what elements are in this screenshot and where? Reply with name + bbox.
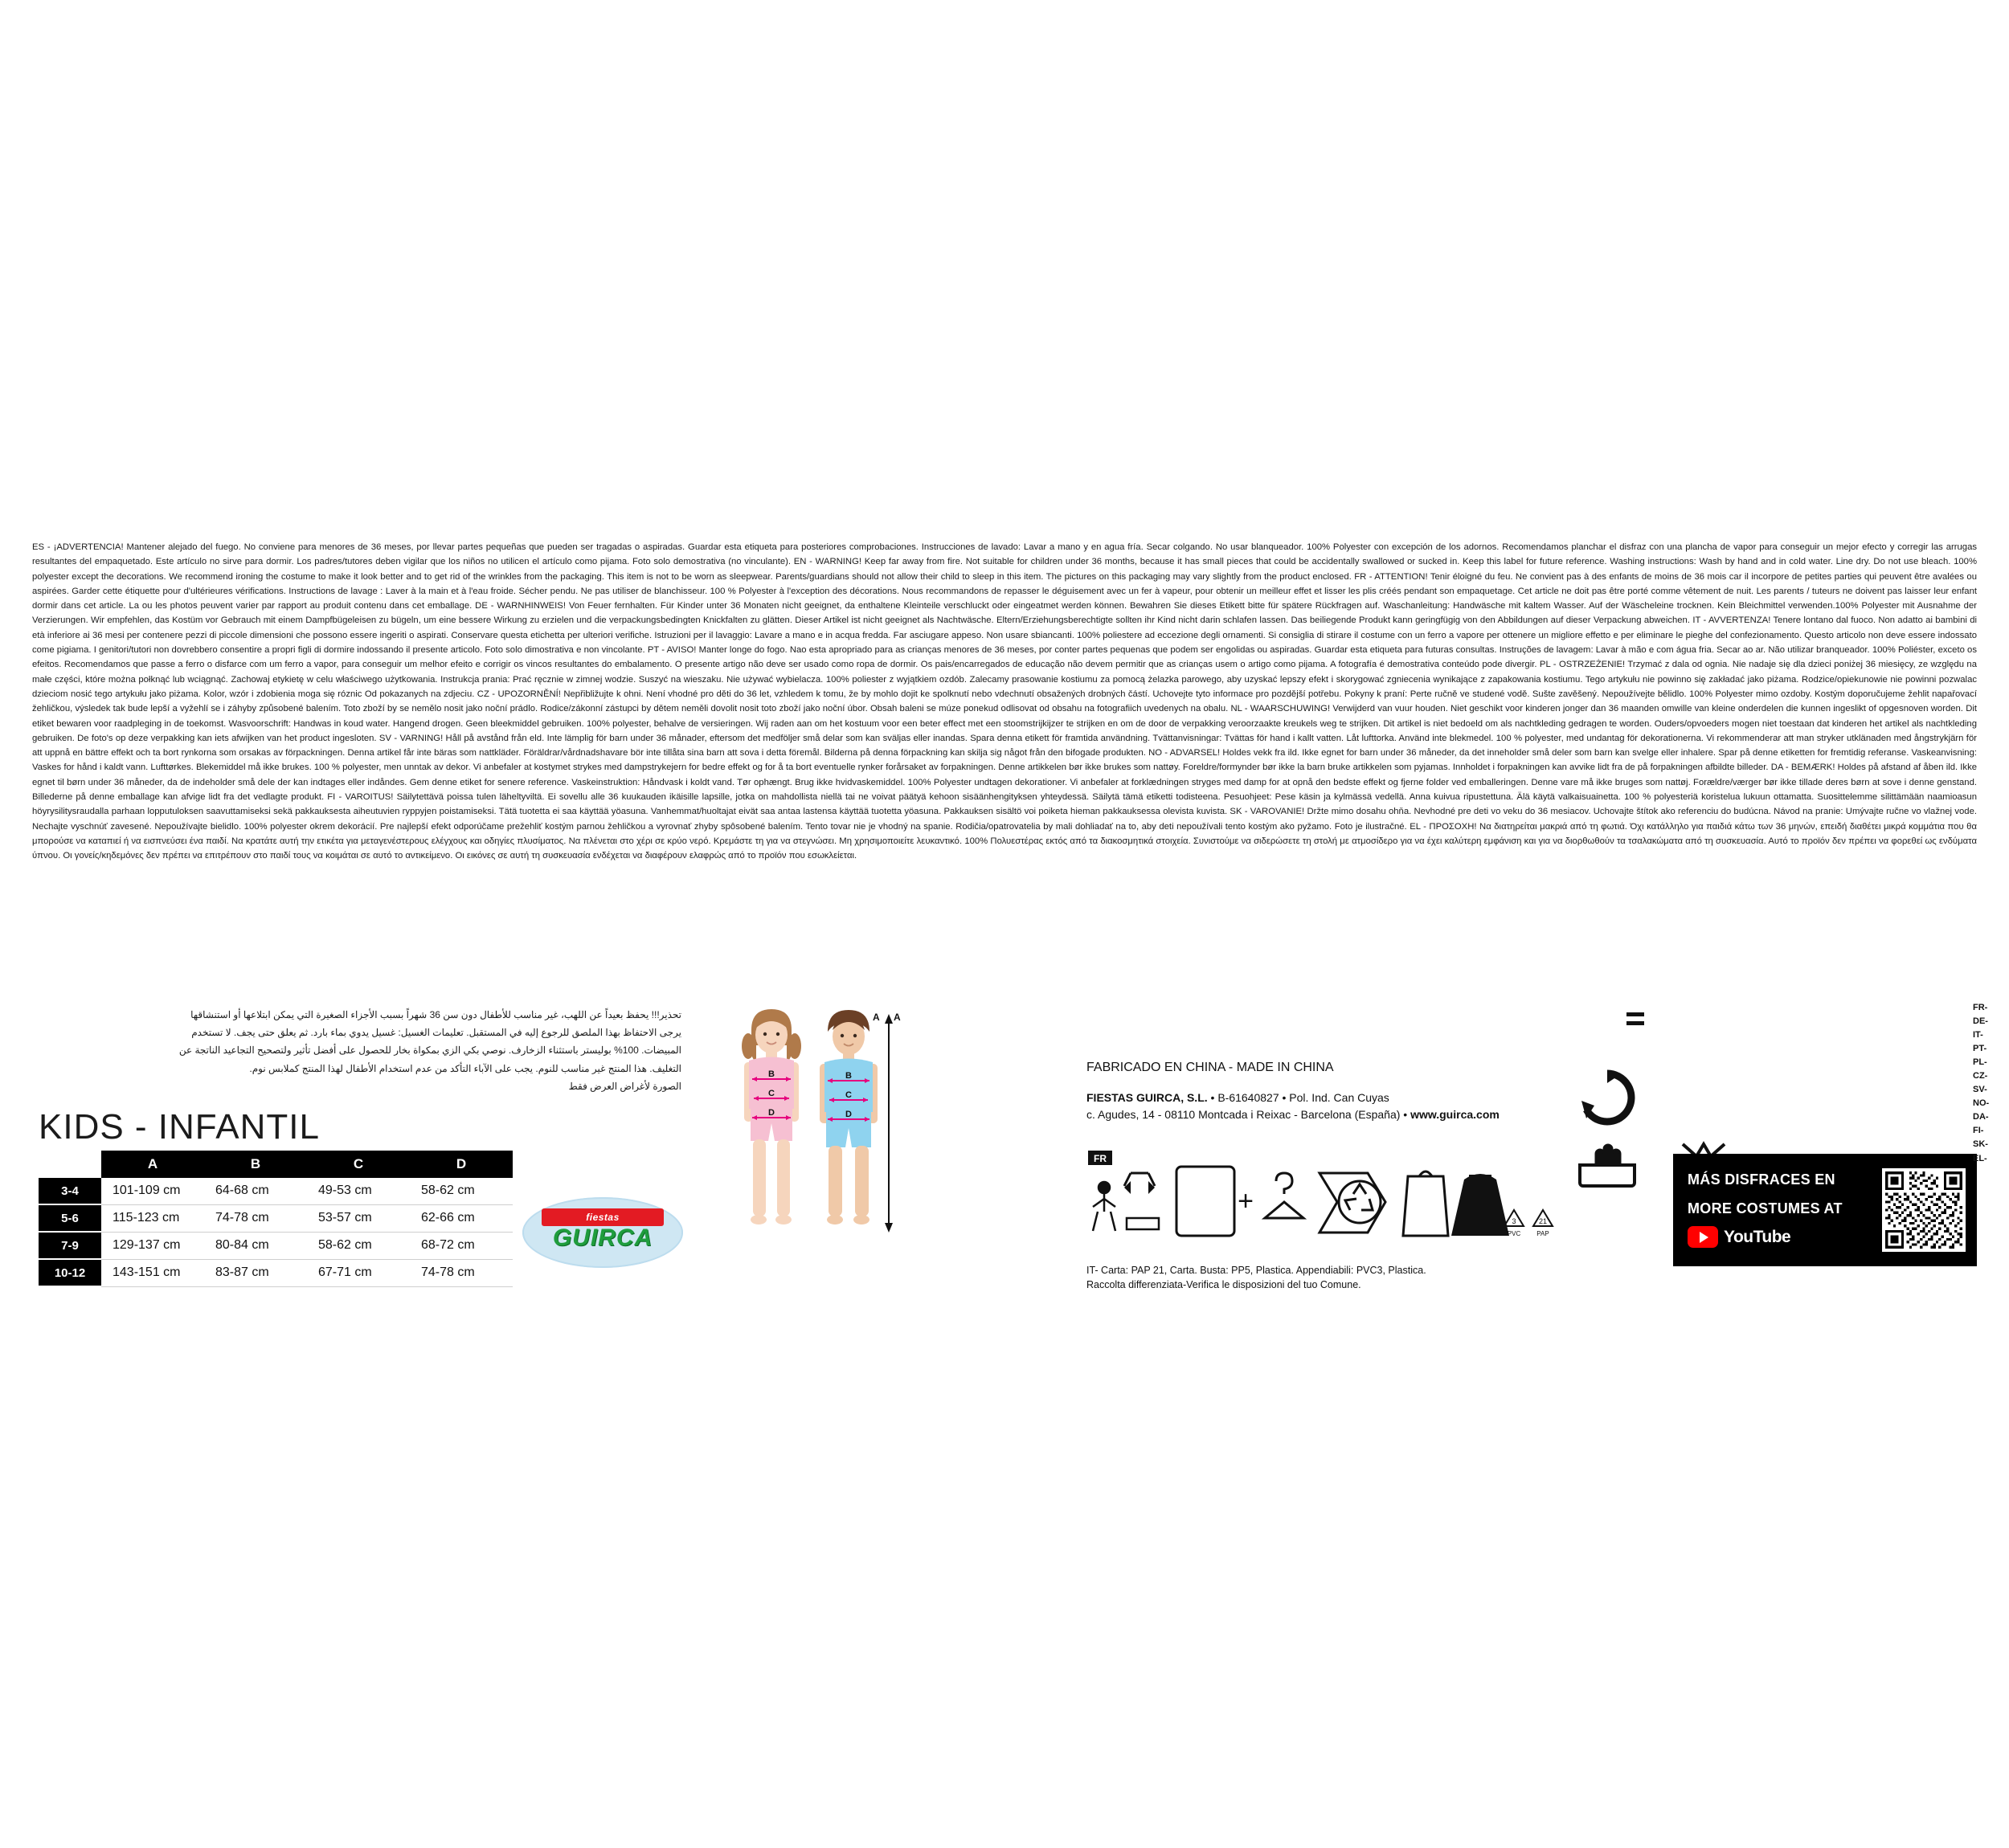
recycle-arrows-icon: [1575, 1069, 1639, 1132]
cell-d: 74-78 cm: [410, 1259, 513, 1286]
triman-icon: [1093, 1173, 1159, 1231]
lang-code-pt: PT-: [1973, 1044, 1987, 1054]
cell-a: 143-151 cm: [101, 1259, 204, 1286]
column-header-c: C: [307, 1151, 410, 1178]
manufacturer-info: [1086, 1061, 1536, 1121]
company-address-line: [1086, 1108, 1536, 1121]
company-website: www.guirca.com: [1410, 1108, 1500, 1121]
packaging-recycling-pictograms: [1086, 1149, 1569, 1257]
arabic-line-5: الصورة لأغراض العرض فقط: [568, 1080, 681, 1092]
svg-text:21: 21: [1538, 1217, 1548, 1225]
lang-code-de: DE-: [1973, 1016, 1988, 1027]
age-label: 7-9: [39, 1232, 101, 1259]
youtube-label: YouTube: [1724, 1227, 1791, 1246]
ce-icon: [1575, 996, 1647, 1041]
qr-code[interactable]: [1882, 1168, 1966, 1252]
cell-b: 80-84 cm: [204, 1232, 307, 1259]
lang-code-sv: SV-: [1973, 1085, 1987, 1095]
arabic-line-2: يرجى الاحتفاظ بهذا الملصق للرجوع إليه في المستقبل. تعليمات الغسيل: غسيل يدوي بماء بارد. ثم يعلق حتى يجف. لا تستخدم: [191, 1027, 681, 1039]
packaging-note-line-2: Raccolta differenziata-Verifica le disposizioni del tuo Comune.: [1086, 1279, 1361, 1291]
hand-wash-icon: [1575, 1141, 1639, 1193]
promo-line-2: MORE COSTUMES AT: [1688, 1200, 1843, 1216]
logo-ribbon: [542, 1208, 664, 1226]
age-label: 5-6: [39, 1204, 101, 1232]
girl-label-c: C: [768, 1089, 775, 1098]
recycling-bin-icon: [1339, 1181, 1381, 1223]
cell-a: 115-123 cm: [101, 1204, 204, 1232]
company-address: c. Agudes, 14 - 08110 Montcada i Reixac - Barcelona (España) •: [1086, 1108, 1411, 1121]
girl-label-d: D: [768, 1108, 775, 1118]
arabic-line-1: تحذير!!! يحفظ بعيداً عن اللهب، غير مناسب للأطفال دون سن 36 شهراً بسبب الأجزاء الصغيرة التي يمكن ابتلاعها أو استنشاقها: [190, 1009, 681, 1020]
boy-figure: [820, 1010, 878, 1225]
cell-c: 67-71 cm: [307, 1259, 410, 1286]
lang-code-el: EL-: [1973, 1153, 1987, 1163]
cell-d: 62-66 cm: [410, 1204, 513, 1232]
packaging-note-line-1: IT- Carta: PAP 21, Carta. Busta: PP5, Plastica. Appendiabili: PVC3, Plastica.: [1086, 1265, 1426, 1276]
hand-wash-svg: [1575, 1141, 1639, 1189]
youtube-icon: [1688, 1226, 1718, 1248]
column-header-d: D: [410, 1151, 513, 1178]
boy-label-b: B: [845, 1071, 852, 1081]
packaging-note: [1086, 1263, 1536, 1292]
logo-wordmark: GUIRCA: [552, 1225, 653, 1251]
arabic-line-3: المبيضات. 100% بوليستر باستثناء الزخارف. نوصي بكي الزي بمكواة بخار للحصول على أفضل تأثير ولتصحيح التجاعيد الناتجة عن: [178, 1045, 681, 1057]
cell-b: 64-68 cm: [204, 1178, 307, 1204]
lang-code-da: DA-: [1973, 1112, 1989, 1122]
table-header-row: [39, 1151, 513, 1178]
qr-code-svg: [1885, 1171, 1962, 1249]
table-row: [39, 1232, 513, 1259]
column-header-a: A: [101, 1151, 204, 1178]
cell-d: 58-62 cm: [410, 1178, 513, 1204]
lang-code-fr: FR-: [1973, 1003, 1988, 1012]
label-a-boy: A: [894, 1012, 901, 1023]
measurement-figures: [707, 996, 980, 1318]
cell-d: 68-72 cm: [410, 1232, 513, 1259]
made-in-china-text: FABRICADO EN CHINA - MADE IN CHINA: [1086, 1061, 1334, 1074]
language-code-list: [1973, 1001, 1989, 1166]
logo-ribbon-text: fiestas: [586, 1212, 620, 1223]
cell-c: 53-57 cm: [307, 1204, 410, 1232]
plus-sign: +: [1238, 1186, 1254, 1216]
table-row: [39, 1259, 513, 1286]
cell-a: 101-109 cm: [101, 1178, 204, 1204]
multilingual-warning-text: ES - ¡ADVERTENCIA! Mantener alejado del fuego. No conviene para menores de 36 meses, por llevar partes pequeñas que pueden ser tragadas o aspiradas. Guardar esta etiqueta para posteriores comprobaciones. Instrucciones de lavado: Lavar a mano y en agua fría. Secar colgando. No usar blanqueador. 100% Polyester con excepción de los adornos. Recomendamos planchar el disfraz con una plancha de vapor para conseguir un mejor efecto y corregir las arrugas resultantes del empaquetado. Este artículo no sirve para dormir. Los padres/tutores deben vigilar que los niños no utilicen el artículo como pijama. Foto solo demostrativa (no vinculante). EN - WARNING! Keep far away from fire. Not suitable for children under 36 months, because it has small pieces that could be accidentally swallowed or sucked in. Keep this label for future reference. Washing instructions: Wash by hand and in cold water. Line dry. Do not use bleach. 100% polyester except the decorations. We recommend ironing the costume to make it look better and to get rid of the wrinkles from the packaging. This item is not to be worn as sleepwear. Parents/guardians should not allow their child to sleep in this item. The pictures on this packaging may vary slightly from the product enclosed. FR - ATTENTION! Tenir éloigné du feu. Ne convient pas à des enfants de moins de 36 mois car il incorpore de petites parties qui peuvent être avalées ou aspirées. Garder cette étiquette pour d'ultérieures vérifications. Instructions de lavage : Laver à la main et à l'eau froide. Sécher pendu. Ne pas utiliser de blanchisseur. 100 % Polyester à l'exception des décorations. Nous recommandons de repasser le déguisement avec un fer à vapeur, pour obtenir un meilleur effet et lisser les plis créés pendant son empaquetage. Cet article ne doit pas être porté comme vêtement de nuit. Les parents / tuteurs ne doivent pas laisser leur enfant dormir dans cet article. La ou les photos peuvent varier par rapport au produit contenu dans cet emballage. DE - WARNHINWEIS! Von Feuer fernhalten. Für Kinder unter 36 Monaten nicht geeignet, da enthaltene Kleinteile verschluckt oder eingeatmet werden können. Bewahren Sie dieses Etikett bitte für spätere Rückfragen auf. Waschanleitung: Handwäsche mit kaltem Wasser. Auf der Wäscheleine trocknen. Kein Bleichmittel verwenden.100% Polyester mit Ausnahme der Verzierungen. Wir empfehlen, das Kostüm vor Gebrauch mit einem Dampfbügeleisen zu bügeln, um eine bessere Wirkung zu erzielen und die verpackungsbedingten Knickfalten zu glätten. Dieser Artikel ist nicht geeignet als Nachtwäsche. Eltern/Erziehungsberechtigte sollten ihr Kind nicht darin schlafen lassen. Das beiliegende Produkt kann geringfügig von den Abbildungen auf dieser Verpackung abweichen. IT - AVVERTENZA! Tenere lontano dal fuoco. Non adatto ai bambini di età inferiore ai 36 mesi per contenere pezzi di piccole dimensioni che possono essere ingeriti o aspirati. Conservare questa etichetta per ulteriori verifiche. Istruzioni per il lavaggio: Lavare a mano e in acqua fredda. Far asciugare appeso. Non usare sbiancanti. 100% poliestere ad eccezione degli ornamenti. Si consiglia di stirare il costume con un ferro a vapore per ottenere un migliore effetto e per eliminare le pieghe del confezionamento. Questo articolo non deve essere indossato come pigiama. I genitori/tutori non dovrebbero consentire a propri figli di dormire indossando il presente articolo. Foto solo dimostrativa e non vincolante. PT - AVISO! Manter longe do fogo. Nao esta apropriado para as crianças menores de 36 meses, por conter partes pequenas que podem ser engolidas ou aspiradas. Guardar esta etiqueta para futuras consultas. Instruções de lavagem: Lavar à mão e com água fria. Secar ao ar. Não utilizar branqueador. 100% Poliéster, exceto os efeitos. Recomendamos que passe a ferro o disfarce com um ferro a vapor, para conseguir um melhor efeito e corrigir os vincos resultantes do embalamento. O presente artigo não deve ser usado como ropa de dormir. Os pais/encarregados de educação não devem permitir que as crianças usem o artigo como pijama. A fotografía é demostrativa conteúdo pode divergir. PL - OSTRZEŻENIE! Trzymać z dala od ognia. Nie nadaje się dla dzieci poniżej 36 miesięcy, ze względu na małe części, które można połknąć lub wciągnąć. Zachowaj etykietę w celu właściwego użytkowania. Instrukcja prania: Prać ręcznie w zimnej wodzie. Suszyć na wieszaku. Nie używać wybielacza. 100% poliester z wyjątkiem ozdób. Zalecamy prasowanie kostiumu za pomocą żelazka parowego, aby uzyskać lepszy efekt i skorygować zgniecenia wynikające z zapakowania kostiumu. Tego artykułu nie powinno się zakładać jako piżama. Rodzice/opiekunowie nie powinni pozwalac dzieciom nosić tego artykułu jako piżama. Kolor, wzór i zdobienia moga się róznic Od pokazanych na zdjeciu. CZ - UPOZORNĚNÍ! Nepřibližujte k ohni. Není vhodné pro děti do 36 let, vzhledem k tomu, že by mohlo dojit ke spolknutí nebo vdechnutí obsažených drobných částí. Uchovejte tyto informace pro pozdější potřebu. Pokyny k praní: Perte ručně ve studené vodě. Sušte zavěšený. Nepoužívejte bělidlo. 100% Polyester mimo ozdoby. Kostým doporučujeme žehlit napařovací žehličkou, výsledek tak bude lepší a vyžehlí se i záhyby způsobené balením. Toto zboží by se nemělo nosit jako noční prádlo. Rodice/zákonní zástupci by dětem neměli dovolit nosit toto zboží jako noční úbor. Obsah baleni se múze ponekud odlisovat od obsahu na fotografiich uvedenych na obalu. NL - WAARSCHUWING! Verwijderd van vuur houden. Niet geschikt voor kinderen jonger dan 36 maanden omwille van kleine onderdelen die kunnen ingeslikt of opgesnoven worden. Dit etiket bewaren voor raadpleging in de toekomst. Wasvoorschrift: Handwas in koud water. Hangend drogen. Geen bleekmiddel gebruiken. 100% polyester, behalve de versieringen. Wij raden aan om het kostuum voor een beter effect met een stoomstrijkijzer te strijken en om de door de verpakking veroorzaakte kreukels weg te strijken. Dit artikel is niet bedoeld om als nachtkleding gedragen te worden. Ouders/opvoeders mogen niet toestaan dat kinderen het artikel als nachtkleding gebruiken. De foto's op deze verpakking kan iets afwijken van het product ingesloten. SV - VARNING! Håll på avstånd från eld. Inte lämplig för barn under 36 månader, eftersom det medföljer små delar som kan sväljas eller inandas. Spara denna etikett för framtida användning. Tvättanvisningar: Tvättas för hand i kallt vatten. Låt lufttorka. Använd inte blekmedel. 100 % polyester, med undantag för dekorationerna. Vi rekommenderar att man stryker utklänaden med ångstrykjärn för att uppnå en bättre effekt och ta bort rynkorna som orsakas av förpackningen. Denna artikel får inte bäras som nattkläder. Föräldrar/vårdnadshavare bör inte tillåta sina barn att sova i detta föremål. Bilderna på denna förpackning kan skilja sig något från den bifogade produkten. NO - ADVARSEL! Holdes vekk fra ild. Ikke egnet for barn under 36 måneder, da det inneholder små deler som barn kan svelge eller inhalere. Spar på denne etiketten for fremtidig referanse. Vaskeanvisning: Vaskes for hånd i kaldt vann. Lufttørkes. Blekemiddel må ikke brukes. 100 % polyester, men unntak av dekor. Vi anbefaler at kostymet strykes med dampstrykejern for bedre effekt og for å ta bort eventuelle rynker forårsaket av forpakningen. Denne artikkelen bør ikke brukes som nattøy. Foreldre/formynder bør ikke la barn bruke artikkelen som pyjamas. Innholdet i forpakningen kan avvike lidt fra de på forpakningen afbildte billeder. DA - BEMÆRK! Holdes på afstand af åben ild. Ikke egnet til børn under 36 måneder, da de indeholder små dele der kan indtages eller indåndes. Gem denne etiket for senere reference. Vaskeinstruktion: Håndvask i koldt vand. Tør ophængt. Brug ikke hvidvaskemiddel. 100% Polyester undtagen dekorationer. Vi anbefaler at forklædningen stryges med damp for at opnå den bedste effekt og fjerne folder ved emballeringen. Denne vare må ikke bruges som nattøj. Forældre/værger bør ikke tillade deres børn at sove i denne genstand. Billederne på denne emballage kan afvige lidt fra det vedlagte produkt. FI - VAROITUS! Säilytettävä poissa tulen läheltyviltä. Ei sovellu alle 36 kuukauden ikäisille lapsille, jotka on mahdollista niellä tai ne voivat päätyä kehoon sisäänhengityksen yhteydessä. Säilytä tämä etiketti todisteena. Pesuohjeet: Pese käsin ja kylmässä vedellä. Anna kuivua ripustettuna. Älä käytä valkaisuainetta. 100 % polyesteriä koristelua lukuun ottamatta. Suosittelemme silittämään naamioasun höyrysilitysraudalla parhaan lopputuloksen saavuttamiseksi sekä pakkauksesta aiheutuvien ryppyjen poistamiseksi. Tätä tuotetta ei saa käyttää yöasuna. Vanhemmat/huoltajat eivät saa antaa lastensa käyttää tuotetta yöasuna. Pakkauksen sisältö voi poiketa hieman pakkauksessa olevista kuvista. SK - VAROVANIE! Držte mimo dosahu ohňa. Nevhodné pre deti vo veku do 36 mesiacov. Uchovajte štítok ako referenciu do budúcna. Návod na pranie: Umývajte ručne vo vlažnej vode. Nechajte vyschnúť zavesené. Nepoužívajte bielidlo. 100% polyester okrem dekorácií. Pre najlepší efekt odporúčame prežehliť kostým parnou žehličkou a vyrovnať zhyby spôsobené balením. Tento tovar nie je vhodný na spanie. Rodičia/opatrovatelia by mali dohliadať na to, aby deti nepoužívali tento kostým ako pyžamo. Foto je ilustračné. EL - ΠΡΟΣΟΧΗ! Να διατηρείται μακριά από τη φωτιά. Όχι κατάλληλο για παιδιά κάτω των 36 μηνών, επειδή διαθέτει μικρά κομμάτια που θα μπορούσε να καταπιεί ή να εισπνεύσει ένα παιδί. Να κρατάτε αυτή την ετικέτα για μεταγενέστερους ελέγχους και οδηγίες πλυσίματος. Να πλένεται στο χέρι σε κρύο νερό. Κρεμάστε τη για να στεγνώσει. Μη χρησιμοποιείτε λευκαντικό. 100% Πολυεστέρας εκτός από τα διακοσμητικά στοιχεία. Συνιστούμε να σιδερώσετε τη στολή με ατμοσίδερο για να έχει καλύτερη εμφάνιση και για να διορθωθούν τα τσαλακώματα από τη συσκευασία. Αυτό το προϊόν δεν πρέπει να φορεθεί ως ενδύματα ύπνου. Οι γονείς/κηδεμόνες δεν πρέπει να επιτρέπουν στο παιδί τους να κοιμάται σε αυτό το αντικείμενο. Οι εικόνες σε αυτή τη συσκευασία ενδέχεται να διαφέρουν ελαφρώς από το προϊόν που εσωκλείεται.: [32, 542, 1977, 861]
box-icon: [1176, 1167, 1234, 1236]
size-chart-table: [39, 1151, 513, 1287]
recycle-icon-svg: [1575, 1069, 1639, 1128]
youtube-link[interactable]: [1688, 1226, 1790, 1248]
age-label: 10-12: [39, 1259, 101, 1286]
svg-text:3: 3: [1512, 1217, 1516, 1225]
girl-label-b: B: [768, 1069, 775, 1079]
svg-text:PAP: PAP: [1536, 1230, 1549, 1237]
table-row: [39, 1178, 513, 1204]
fr-tag-label: FR: [1094, 1153, 1107, 1164]
company-line: [1086, 1091, 1536, 1104]
cell-b: 74-78 cm: [204, 1204, 307, 1232]
promo-banner[interactable]: [1673, 1154, 1977, 1266]
guirca-logo: [522, 1197, 683, 1268]
promo-line-1: MÁS DISFRACES EN: [1688, 1171, 1835, 1188]
age-label: 3-4: [39, 1178, 101, 1204]
ce-mark: [1575, 996, 1647, 1041]
lang-code-sk: SK-: [1973, 1139, 1988, 1150]
lang-code-no: NO-: [1973, 1098, 1990, 1109]
figures-svg: [707, 996, 980, 1318]
hanger-icon: [1265, 1173, 1303, 1218]
lang-code-cz: CZ-: [1973, 1071, 1988, 1081]
table-corner-cell: [39, 1151, 101, 1178]
material-codes: [1504, 1210, 1553, 1237]
boy-label-c: C: [845, 1090, 852, 1100]
girl-figure: [742, 1009, 801, 1225]
cell-c: 58-62 cm: [307, 1232, 410, 1259]
arabic-line-4: التغليف. هذا المنتج غير مناسب للنوم. يجب على الآباء التأكد من عدم استخدام الأطفال لهذا المنتج كملابس نوم.: [249, 1062, 681, 1074]
cell-b: 83-87 cm: [204, 1259, 307, 1286]
table-row: [39, 1204, 513, 1232]
lang-code-it: IT-: [1973, 1030, 1983, 1041]
cell-a: 129-137 cm: [101, 1232, 204, 1259]
arabic-warning-block: [39, 1006, 681, 1095]
svg-text:PVC: PVC: [1507, 1230, 1521, 1237]
lang-code-pl: PL-: [1973, 1057, 1987, 1068]
page-title: KIDS - INFANTIL: [39, 1107, 320, 1147]
label-a-girl: A: [873, 1012, 880, 1023]
sack-icon: [1451, 1174, 1509, 1236]
company-registration: • B-61640827 • Pol. Ind. Can Cuyas: [1207, 1091, 1389, 1104]
lang-code-fi: FI-: [1973, 1126, 1984, 1136]
boy-label-d: D: [845, 1110, 852, 1119]
company-name: FIESTAS GUIRCA, S.L.: [1086, 1091, 1208, 1104]
cell-c: 49-53 cm: [307, 1178, 410, 1204]
bag-icon: [1403, 1171, 1448, 1236]
packaging-svg: [1086, 1149, 1569, 1253]
column-header-b: B: [204, 1151, 307, 1178]
